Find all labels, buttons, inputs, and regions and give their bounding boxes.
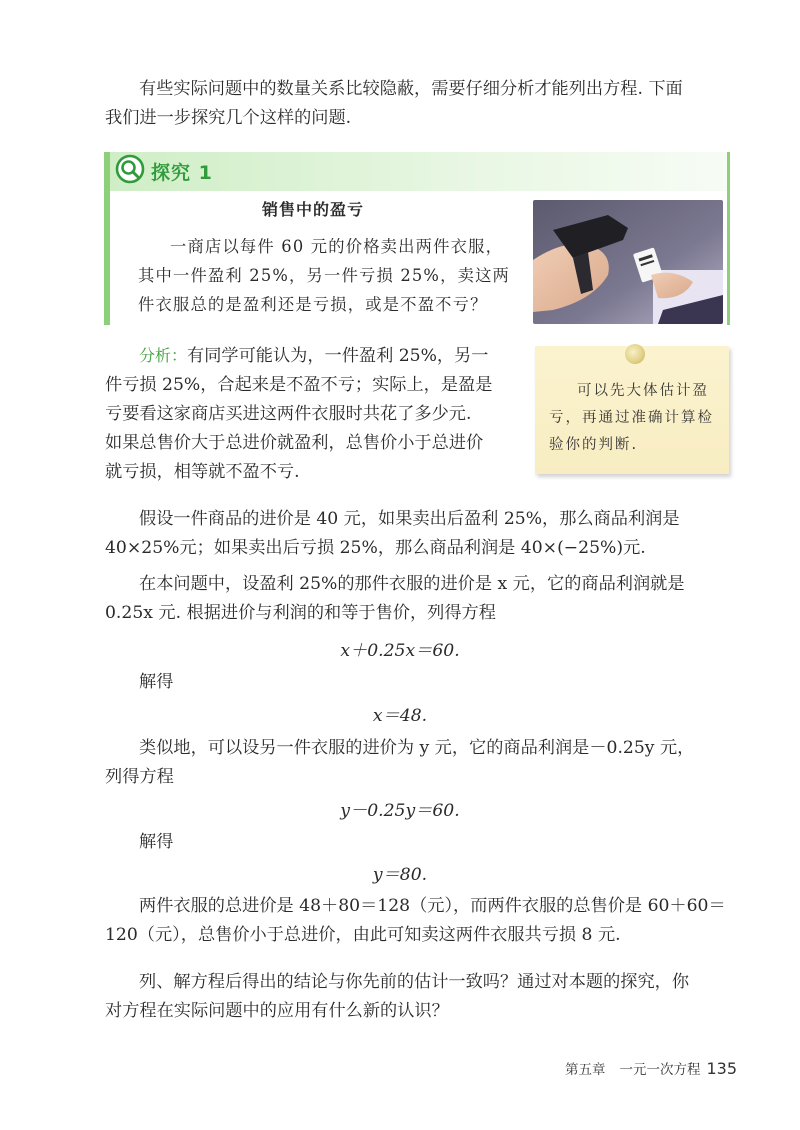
para1-line-2: 40×25%元；如果卖出后亏损 25%，那么商品利润是 40×(−25%)元. (105, 538, 646, 558)
analysis-line-1 (105, 341, 519, 371)
footer-chapter-title: 一元一次方程 (619, 1062, 701, 1078)
footer-chapter: 第五章 (565, 1062, 606, 1078)
analysis-line-5: 就亏损，相等就不盈不亏. (105, 462, 300, 482)
para5-line-2: 对方程在实际问题中的应用有什么新的认识？ (105, 1001, 449, 1021)
para2-line-2: 0.25x 元. 根据进价与利润的和等于售价，列得方程 (105, 603, 496, 623)
magnifier-icon (115, 154, 145, 188)
solution-1 (0, 701, 800, 726)
equation-2 (0, 796, 800, 821)
page-footer (565, 1058, 737, 1078)
solution-2-text: y＝80. (372, 865, 428, 885)
equation-1-text: x＋0.25x＝60. (340, 641, 460, 661)
equation-2-text: y－0.25y＝60. (340, 801, 460, 821)
explore-right-bar (727, 152, 730, 325)
solution-2 (0, 860, 800, 885)
note-line-1: 可以先大体估计盈 (577, 383, 709, 399)
pin-icon (625, 344, 645, 364)
sticky-note-text (549, 378, 719, 459)
intro-paragraph (105, 75, 733, 133)
note-line-2: 亏，再通过准确计算检 (549, 410, 714, 426)
para5-line-1: 列、解方程后得出的结论与你先前的估计一致吗？通过对本题的探究，你 (139, 972, 690, 992)
analysis-label: 分析： (139, 346, 188, 365)
analysis-line-3: 亏要看这家商店买进这两件衣服时共花了多少元. (105, 404, 472, 424)
para4-line-2: 120（元），总售价小于总进价，由此可知卖这两件衣服共亏损 8 元. (105, 925, 621, 945)
intro-line-1: 有些实际问题中的数量关系比较隐蔽，需要仔细分析才能列出方程. 下面 (139, 79, 683, 99)
case-title: 销售中的盈亏 (262, 200, 365, 219)
paragraph-1 (105, 505, 733, 563)
para3-line-1: 类似地，可以设另一件衣服的进价为 y 元，它的商品利润是－0.25y 元， (139, 738, 695, 758)
problem-line-1: 一商店以每件 60 元的价格卖出两件衣服， (170, 237, 504, 256)
note-line-3: 验你的判断. (549, 437, 639, 453)
analysis-line-2: 件亏损 25%，合起来是不盈不亏；实际上，是盈是 (105, 375, 493, 395)
paragraph-3 (105, 734, 733, 792)
intro-line-2: 我们进一步探究几个这样的问题. (105, 108, 352, 128)
para3-line-2: 列得方程 (105, 767, 174, 787)
explore-header (115, 154, 213, 188)
para1-line-1: 假设一件商品的进价是 40 元，如果卖出后盈利 25%，那么商品利润是 (139, 509, 680, 529)
para2-line-1: 在本问题中，设盈利 25%的那件衣服的进价是 x 元，它的商品利润就是 (139, 574, 685, 594)
explore-title: 探究 1 (151, 161, 213, 184)
analysis-line-4: 如果总售价大于总进价就盈利，总售价小于总进价 (105, 433, 484, 453)
paragraph-4 (105, 892, 733, 950)
solve-label-2: 解得 (139, 832, 174, 852)
para4-line-1: 两件衣服的总进价是 48＋80＝128（元），而两件衣服的总售价是 60＋60＝ (139, 896, 726, 916)
analysis-line-1-text: 有同学可能认为，一件盈利 25%，另一 (187, 346, 489, 366)
problem-line-2: 其中一件盈利 25%，另一件亏损 25%，卖这两 (138, 266, 511, 285)
analysis-paragraph (105, 341, 519, 487)
problem-line-3: 件衣服总的是盈利还是亏损，或是不盈不亏？ (138, 295, 488, 314)
paragraph-5 (105, 968, 733, 1026)
solution-1-text: x＝48. (372, 706, 428, 726)
problem-text (138, 232, 520, 319)
paragraph-2 (105, 570, 733, 628)
barcode-scanner-photo (533, 200, 723, 324)
equation-1 (0, 636, 800, 661)
solve-label-1: 解得 (139, 672, 174, 692)
page-number: 135 (706, 1059, 738, 1078)
